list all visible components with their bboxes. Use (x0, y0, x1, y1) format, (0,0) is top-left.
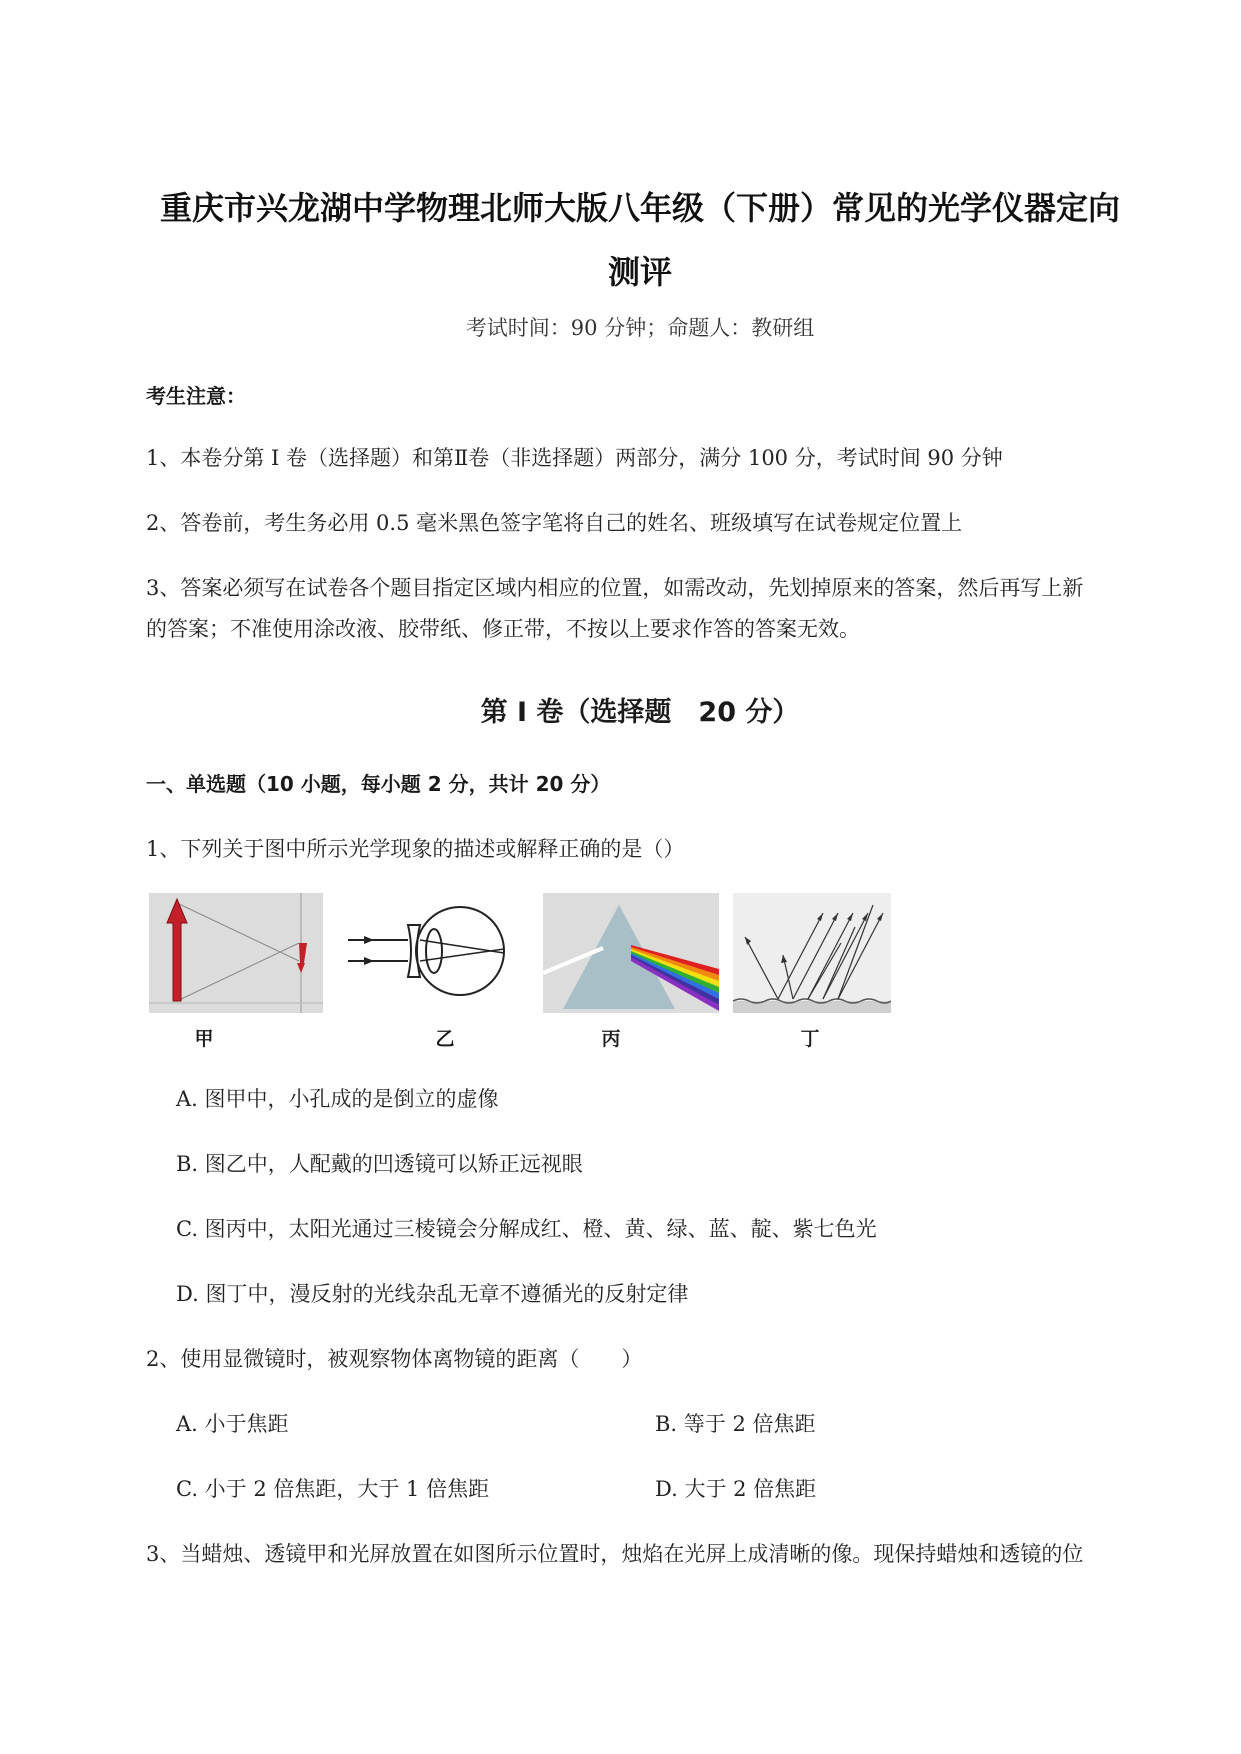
figure-label: 甲 (194, 1028, 214, 1050)
option-c: C. 图丙中，太阳光通过三棱镜会分解成红、橙、黄、绿、蓝、靛、紫七色光 (176, 1217, 877, 1241)
figure-label: 乙 (435, 1028, 455, 1050)
option-a: A. 图甲中，小孔成的是倒立的虚像 (176, 1087, 499, 1111)
option-d: D. 图丁中，漫反射的光线杂乱无章不遵循光的反射定律 (176, 1282, 689, 1306)
question-stem: 2、使用显微镜时，被观察物体离物镜的距离（ ） (146, 1347, 643, 1371)
figure-eye-lens (346, 893, 512, 1013)
exam-title-line1: 重庆市兴龙湖中学物理北师大版八年级（下册）常见的光学仪器定向 (159, 189, 1120, 227)
option-b: B. 等于 2 倍焦距 (655, 1412, 816, 1436)
question-stem: 1、下列关于图中所示光学现象的描述或解释正确的是（） (146, 837, 685, 861)
notice-heading: 考生注意： (146, 384, 246, 408)
figure-label: 丙 (601, 1028, 621, 1050)
concave-lens-icon (408, 925, 420, 977)
section-title: 第 I 卷（选择题 20 分） (480, 697, 800, 728)
notice-item: 1、本卷分第 I 卷（选择题）和第Ⅱ卷（非选择题）两部分，满分 100 分，考试时间 90 分钟 (146, 446, 1003, 470)
exam-meta: 考试时间：90 分钟；命题人：教研组 (465, 316, 815, 340)
option-a: A. 小于焦距 (176, 1412, 289, 1436)
notice-item: 2、答卷前，考生务必用 0.5 毫米黑色签字笔将自己的姓名、班级填写在试卷规定位置上 (146, 511, 963, 535)
section-subtitle: 一、单选题（10 小题，每小题 2 分，共计 20 分） (146, 772, 611, 796)
figure-label: 丁 (800, 1028, 820, 1050)
option-d: D. 大于 2 倍焦距 (655, 1477, 817, 1501)
option-b: B. 图乙中，人配戴的凹透镜可以矫正远视眼 (176, 1152, 583, 1176)
option-c: C. 小于 2 倍焦距，大于 1 倍焦距 (176, 1477, 490, 1501)
exam-title-line2: 测评 (607, 253, 672, 291)
notice-item: 的答案；不准使用涂改液、胶带纸、修正带，不按以上要求作答的答案无效。 (146, 617, 860, 641)
figure-pinhole (149, 893, 323, 1013)
figure-prism (543, 893, 719, 1013)
question-stem: 3、当蜡烛、透镜甲和光屏放置在如图所示位置时，烛焰在光屏上成清晰的像。现保持蜡烛和透镜的位 (146, 1542, 1084, 1566)
figure-diffuse-reflection (733, 893, 891, 1013)
figure-panel (733, 893, 891, 1013)
notice-item: 3、答案必须写在试卷各个题目指定区域内相应的位置，如需改动，先划掉原来的答案，然后再写上新 (146, 576, 1084, 600)
